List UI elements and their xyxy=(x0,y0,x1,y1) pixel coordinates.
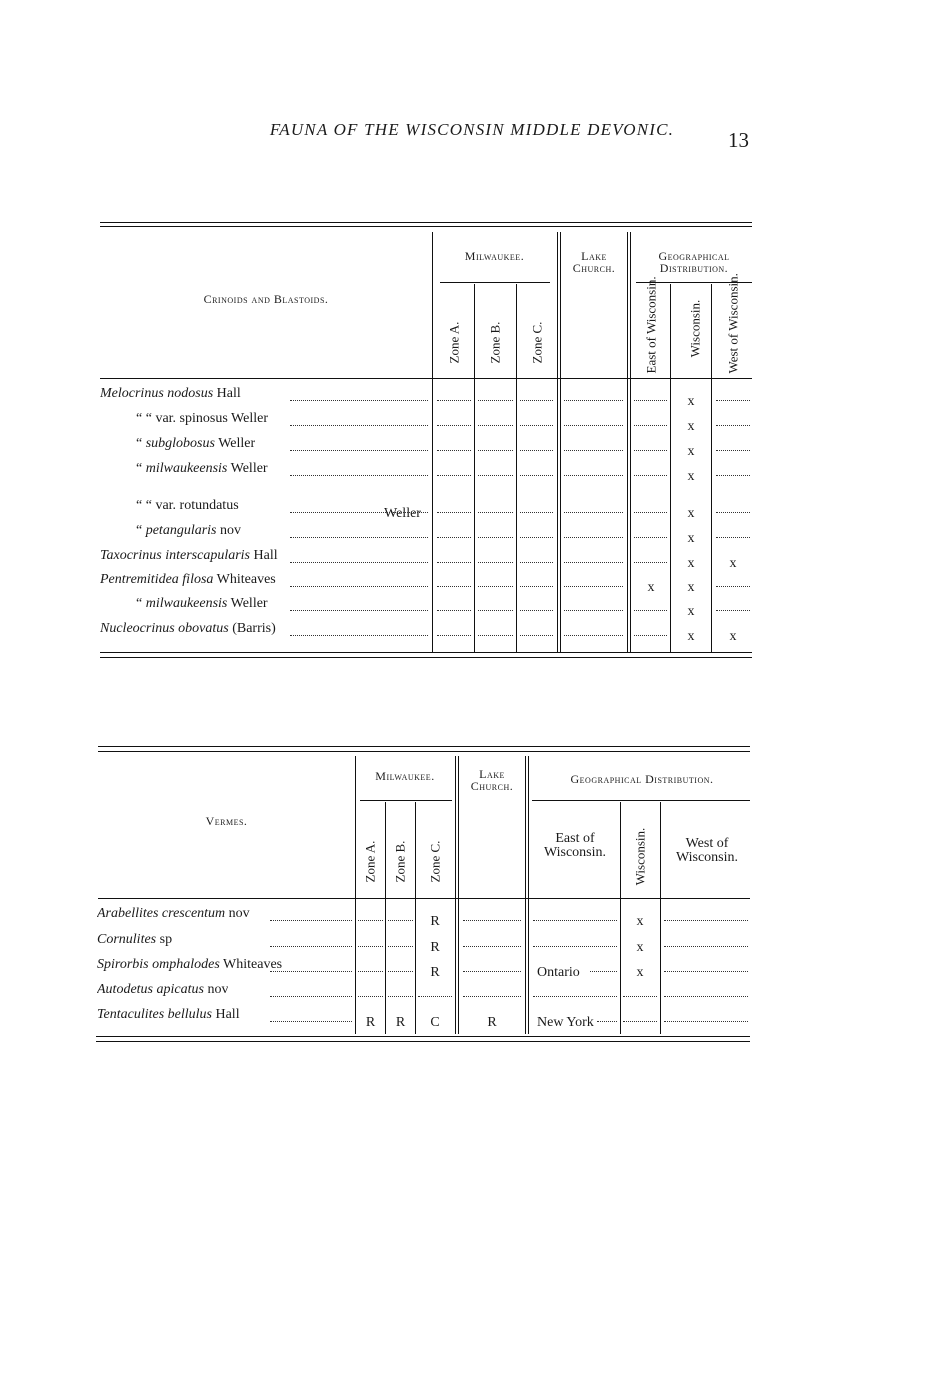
dot-leader xyxy=(290,400,428,401)
author: Weller xyxy=(384,506,421,521)
cell-lc: R xyxy=(487,1015,497,1030)
col-east-of-wisconsin xyxy=(643,276,659,374)
dot-leader xyxy=(590,971,618,972)
dot-leader xyxy=(478,635,513,636)
col-east-label: East of Wisconsin. xyxy=(643,276,659,374)
dot-leader xyxy=(520,610,553,611)
group-milwaukee: Milwaukee. xyxy=(375,769,435,783)
column-divider xyxy=(474,284,475,652)
dot-leader xyxy=(634,400,667,401)
cell-wisconsin: x xyxy=(687,506,695,521)
dot-leader xyxy=(520,512,553,513)
species-name xyxy=(97,932,172,948)
genus-species: Cornulites xyxy=(97,932,157,947)
cell-wisc: x xyxy=(636,940,644,955)
dot-leader xyxy=(664,996,748,997)
species-epithet: “ xyxy=(145,411,152,426)
dot-leader xyxy=(564,610,623,611)
cell-wisconsin: x xyxy=(687,444,695,459)
dot-leader xyxy=(437,537,471,538)
author: Weller xyxy=(230,596,268,611)
species-name xyxy=(136,411,268,427)
column-divider xyxy=(620,802,621,1034)
col-wisconsin: Wisconsin. xyxy=(632,827,648,886)
column-divider xyxy=(458,756,459,1034)
column-divider xyxy=(670,284,671,652)
col-zone-b: Zone B. xyxy=(392,840,408,883)
dot-leader xyxy=(478,537,513,538)
dot-leader xyxy=(564,512,623,513)
dot-leader xyxy=(418,996,452,997)
dot-leader xyxy=(564,537,623,538)
dot-leader xyxy=(716,400,750,401)
dot-leader xyxy=(270,946,352,947)
column-divider xyxy=(415,802,416,1034)
genus: “ xyxy=(136,461,143,476)
group-lake-church: Lake Church. xyxy=(572,249,616,275)
dot-leader xyxy=(270,920,352,921)
author: Whiteaves xyxy=(216,572,276,587)
dot-leader xyxy=(564,425,623,426)
cell-east: New York xyxy=(537,1015,594,1030)
dot-leader xyxy=(478,475,513,476)
genus: “ xyxy=(136,498,143,513)
dot-leader xyxy=(290,450,428,451)
dot-leader xyxy=(478,512,513,513)
dot-leader xyxy=(388,946,413,947)
dot-leader xyxy=(478,400,513,401)
genus: Pentremitidea xyxy=(100,572,179,587)
cell-west: x xyxy=(729,629,737,644)
species-name xyxy=(136,436,255,452)
dot-leader xyxy=(437,425,471,426)
author: var. spinosus Weller xyxy=(155,411,268,426)
cell-wisconsin: x xyxy=(687,556,695,571)
dot-leader xyxy=(437,400,471,401)
rule xyxy=(440,282,550,283)
genus-species: Arabellites crescentum xyxy=(97,906,226,921)
dot-leader xyxy=(270,996,352,997)
dot-leader xyxy=(358,946,383,947)
column-divider xyxy=(432,232,433,652)
author: Whiteaves xyxy=(223,957,283,972)
species-epithet: milwaukeensis xyxy=(145,596,228,611)
category-heading: Crinoids and Blastoids. xyxy=(203,292,329,306)
species-name xyxy=(97,957,282,973)
author: nov xyxy=(220,523,241,538)
author: nov xyxy=(207,982,229,997)
dot-leader xyxy=(358,996,383,997)
cell-wisconsin: x xyxy=(687,469,695,484)
dot-leader xyxy=(520,562,553,563)
species-epithet: milwaukeensis xyxy=(145,461,228,476)
dot-leader xyxy=(716,586,750,587)
dot-leader xyxy=(716,537,750,538)
dot-leader xyxy=(388,996,413,997)
col-west-of-wisconsin: West of Wisconsin. xyxy=(675,836,739,865)
column-divider xyxy=(560,232,561,652)
species-name xyxy=(136,498,239,514)
dot-leader xyxy=(437,635,471,636)
column-divider xyxy=(660,802,661,1034)
column-divider xyxy=(557,232,558,652)
species-name xyxy=(136,596,268,612)
dot-leader xyxy=(564,400,623,401)
dot-leader xyxy=(634,562,667,563)
page-number: 13 xyxy=(728,128,749,152)
species-name xyxy=(100,572,276,588)
dot-leader xyxy=(634,512,667,513)
genus: Nucleocrinus xyxy=(100,621,175,636)
dot-leader xyxy=(478,425,513,426)
dot-leader xyxy=(388,920,413,921)
dot-leader xyxy=(437,562,471,563)
rule xyxy=(100,222,752,223)
genus: Taxocrinus xyxy=(100,548,162,563)
dot-leader xyxy=(634,450,667,451)
species-epithet: subglobosus xyxy=(145,436,215,451)
column-divider xyxy=(355,756,356,1034)
dot-leader xyxy=(520,475,553,476)
cell-west: x xyxy=(729,556,737,571)
dot-leader xyxy=(437,586,471,587)
genus-species: Tentaculites bellulus xyxy=(97,1007,212,1022)
dot-leader xyxy=(520,400,553,401)
dot-leader xyxy=(597,1021,617,1022)
dot-leader xyxy=(533,996,617,997)
dot-leader xyxy=(463,996,521,997)
dot-leader xyxy=(290,475,428,476)
dot-leader xyxy=(716,610,750,611)
dot-leader xyxy=(564,450,623,451)
group-lake-church: Lake Church. xyxy=(470,767,514,793)
species-name xyxy=(136,461,268,477)
dot-leader xyxy=(520,537,553,538)
rule xyxy=(100,652,752,653)
dot-leader xyxy=(716,475,750,476)
dot-leader xyxy=(664,946,748,947)
dot-leader xyxy=(437,475,471,476)
rule xyxy=(98,751,750,752)
col-west-of-wisconsin: West of Wisconsin. xyxy=(725,273,741,374)
column-divider xyxy=(385,802,386,1034)
species-name xyxy=(100,548,278,564)
column-divider xyxy=(455,756,456,1034)
dot-leader xyxy=(634,610,667,611)
dot-leader xyxy=(520,635,553,636)
cell-zc: C xyxy=(430,1015,440,1030)
author: (Barris) xyxy=(232,621,276,636)
dot-leader xyxy=(634,475,667,476)
dot-leader xyxy=(478,562,513,563)
cell-east: Ontario xyxy=(537,965,580,980)
dot-leader xyxy=(290,512,428,513)
author: Hall xyxy=(215,1007,240,1022)
col-east-of-wisconsin: East of Wisconsin. xyxy=(543,831,607,860)
dot-leader xyxy=(664,1021,748,1022)
cell-zc: R xyxy=(430,914,440,929)
author: nov xyxy=(228,906,250,921)
genus-species: Spirorbis omphalodes xyxy=(97,957,220,972)
species-epithet: obovatus xyxy=(178,621,229,636)
species-name xyxy=(97,906,250,922)
dot-leader xyxy=(716,512,750,513)
species-name xyxy=(136,523,241,539)
dot-leader xyxy=(634,635,667,636)
rule xyxy=(96,1041,750,1042)
author: Hall xyxy=(253,548,278,563)
dot-leader xyxy=(358,920,383,921)
dot-leader xyxy=(664,971,748,972)
author: Weller xyxy=(230,461,268,476)
cell-wisconsin: x xyxy=(687,531,695,546)
species-epithet: filosa xyxy=(182,572,214,587)
dot-leader xyxy=(290,537,428,538)
dot-leader xyxy=(716,425,750,426)
genus: “ xyxy=(136,436,143,451)
column-divider xyxy=(711,284,712,652)
dot-leader xyxy=(520,586,553,587)
cell-za: R xyxy=(365,1015,376,1030)
species-name xyxy=(100,621,276,637)
dot-leader xyxy=(520,450,553,451)
cell-wisconsin: x xyxy=(687,419,695,434)
dot-leader xyxy=(290,586,428,587)
group-milwaukee: Milwaukee. xyxy=(464,249,525,263)
col-wisconsin: Wisconsin. xyxy=(687,299,703,358)
dot-leader xyxy=(623,996,657,997)
dot-leader xyxy=(463,946,521,947)
dot-leader xyxy=(716,450,750,451)
genus-species: Autodetus apicatus xyxy=(97,982,204,997)
dot-leader xyxy=(388,971,413,972)
genus: “ xyxy=(136,523,143,538)
dot-leader xyxy=(437,610,471,611)
author: Weller xyxy=(218,436,256,451)
dot-leader xyxy=(564,562,623,563)
group-geographical: Geographical Distribution. xyxy=(570,772,714,786)
species-name xyxy=(97,982,228,998)
author: sp xyxy=(159,932,173,947)
dot-leader xyxy=(634,537,667,538)
column-divider xyxy=(525,756,526,1034)
dot-leader xyxy=(270,971,352,972)
dot-leader xyxy=(437,450,471,451)
dot-leader xyxy=(290,610,428,611)
cell-zc: R xyxy=(430,940,440,955)
column-divider xyxy=(516,284,517,652)
species-epithet: petangularis xyxy=(145,523,217,538)
rule xyxy=(360,800,452,801)
dot-leader xyxy=(290,635,428,636)
dot-leader xyxy=(437,512,471,513)
column-divider xyxy=(630,232,631,652)
species-epithet: interscapularis xyxy=(165,548,250,563)
running-head: FAUNA OF THE WISCONSIN MIDDLE DEVONIC. xyxy=(269,120,675,139)
col-zone-a: Zone A. xyxy=(362,840,378,883)
rule xyxy=(98,746,750,747)
genus: “ xyxy=(136,596,143,611)
species-epithet: “ xyxy=(145,498,152,513)
species-name xyxy=(100,386,241,402)
dot-leader xyxy=(520,425,553,426)
column-divider xyxy=(627,232,628,652)
dot-leader xyxy=(564,475,623,476)
dot-leader xyxy=(478,610,513,611)
author: Hall xyxy=(216,386,241,401)
cell-wisconsin: x xyxy=(687,580,695,595)
col-zone-b: Zone B. xyxy=(487,321,503,364)
rule xyxy=(98,898,750,899)
column-divider xyxy=(528,756,529,1034)
rule xyxy=(100,226,752,227)
rule xyxy=(100,657,752,658)
dot-leader xyxy=(623,1021,657,1022)
cell-zc: R xyxy=(430,965,440,980)
cell-wisconsin: x xyxy=(687,604,695,619)
dot-leader xyxy=(358,971,383,972)
dot-leader xyxy=(533,920,617,921)
species-epithet: nodosus xyxy=(167,386,214,401)
group-geographical: Geographical Distribution. xyxy=(658,249,730,275)
rule xyxy=(100,378,752,379)
species-name xyxy=(97,1007,240,1023)
col-zone-a: Zone A. xyxy=(446,321,462,364)
rule xyxy=(96,1036,750,1037)
dot-leader xyxy=(463,971,521,972)
col-zone-c: Zone C. xyxy=(427,840,443,883)
genus: “ xyxy=(136,411,143,426)
dot-leader xyxy=(664,920,748,921)
cell-wisconsin: x xyxy=(687,394,695,409)
rule xyxy=(532,800,750,801)
category-heading: Vermes. xyxy=(205,814,248,828)
cell-wisc: x xyxy=(636,965,644,980)
genus: Melocrinus xyxy=(100,386,164,401)
dot-leader xyxy=(478,450,513,451)
col-zone-c: Zone C. xyxy=(529,321,545,364)
dot-leader xyxy=(634,425,667,426)
dot-leader xyxy=(533,946,617,947)
cell-east: x xyxy=(647,580,655,595)
cell-wisconsin: x xyxy=(687,629,695,644)
dot-leader xyxy=(290,425,428,426)
author: var. rotundatus xyxy=(155,498,239,513)
cell-zb: R xyxy=(395,1015,406,1030)
dot-leader xyxy=(290,562,428,563)
dot-leader xyxy=(270,1021,352,1022)
dot-leader xyxy=(564,635,623,636)
dot-leader xyxy=(564,586,623,587)
cell-wisc: x xyxy=(636,914,644,929)
dot-leader xyxy=(478,586,513,587)
dot-leader xyxy=(463,920,521,921)
